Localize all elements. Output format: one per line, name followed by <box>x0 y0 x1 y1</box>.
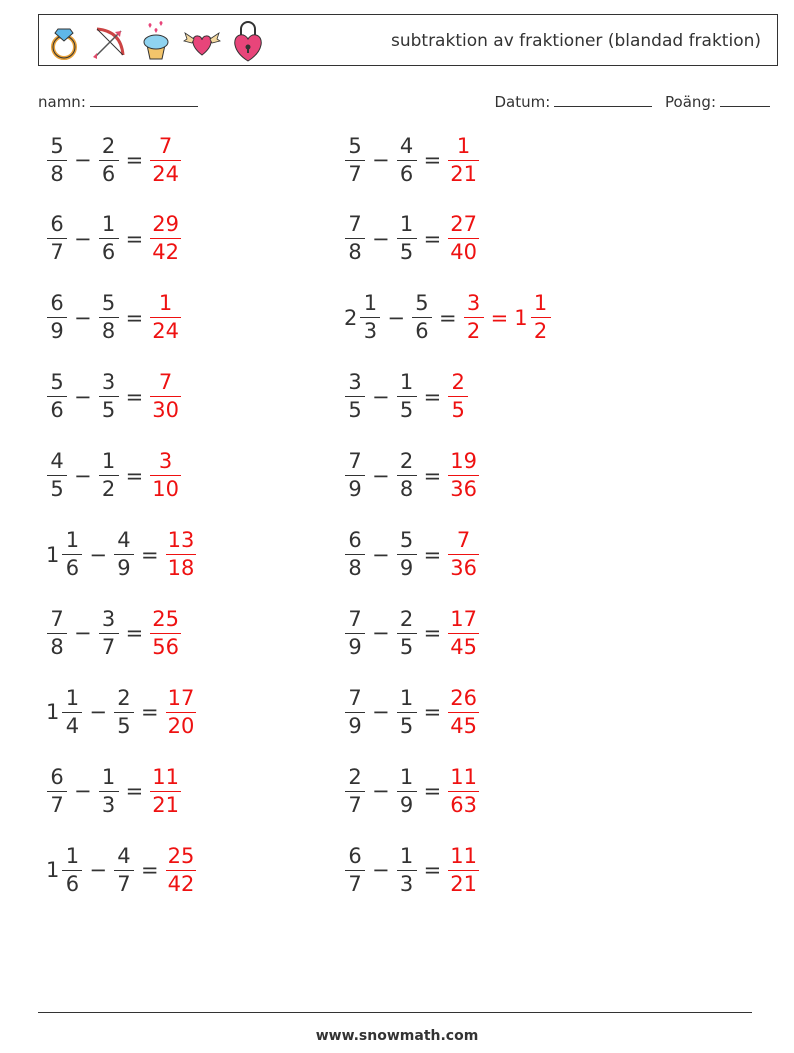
numerator: 29 <box>152 212 179 237</box>
answer <box>445 843 482 896</box>
minus-sign: − <box>74 384 92 409</box>
fraction-a <box>345 530 365 579</box>
minus-sign: − <box>74 226 92 251</box>
equals-sign: = <box>423 700 442 725</box>
equals-sign: = <box>125 148 144 172</box>
numerator: 4 <box>399 133 414 158</box>
denominator: 21 <box>152 792 179 817</box>
numerator: 1 <box>101 764 116 789</box>
answer-fraction <box>150 372 181 421</box>
equals-sign: = <box>140 858 159 883</box>
numerator: 7 <box>348 606 362 631</box>
name-label: namn: <box>38 93 86 111</box>
fraction-a <box>47 764 67 817</box>
minus-sign: − <box>74 621 92 646</box>
denominator: 9 <box>397 791 417 816</box>
date-label: Datum: <box>494 93 551 111</box>
fraction-b <box>397 214 417 263</box>
whole-number: 1 <box>46 858 60 883</box>
answer-fraction <box>150 451 181 500</box>
bow-arrow-icon <box>91 19 129 63</box>
fraction-b <box>99 606 119 659</box>
denominator: 7 <box>47 238 67 263</box>
numerator: 1 <box>399 212 414 237</box>
equals-sign: = <box>490 305 509 330</box>
numerator: 6 <box>50 291 64 316</box>
numerator: 5 <box>50 370 64 395</box>
name-field-line[interactable] <box>90 92 198 107</box>
denominator: 5 <box>345 396 365 421</box>
equals-sign: = <box>423 384 442 409</box>
equals-sign: = <box>423 858 442 883</box>
answer-fraction <box>150 764 181 817</box>
denominator: 8 <box>47 160 67 185</box>
problem-18 <box>342 761 482 821</box>
answer-fraction <box>150 133 181 186</box>
answer-fraction <box>448 451 479 500</box>
fraction-a <box>345 764 365 817</box>
answer-fraction <box>448 764 479 817</box>
denominator: 2 <box>464 317 484 342</box>
minus-sign: − <box>372 463 390 488</box>
fraction-a <box>345 843 365 896</box>
numerator: 17 <box>450 606 477 631</box>
equals-sign: = <box>125 305 144 330</box>
icon-strip <box>45 19 267 63</box>
denominator: 36 <box>450 477 477 502</box>
denominator: 8 <box>397 475 417 500</box>
footer-divider <box>38 1012 752 1013</box>
denominator: 6 <box>99 160 119 185</box>
numerator: 2 <box>348 764 362 789</box>
numerator: 11 <box>152 764 179 789</box>
fraction-b <box>397 685 417 738</box>
minus-sign: − <box>372 148 390 172</box>
numerator: 4 <box>117 528 131 552</box>
minus-sign: − <box>372 621 390 646</box>
score-field-line[interactable] <box>720 92 770 107</box>
cupcake-icon <box>137 19 175 63</box>
equals-sign: = <box>423 226 442 251</box>
problem-9 <box>44 446 184 506</box>
answer <box>461 293 554 342</box>
numerator: 3 <box>101 606 116 631</box>
answer <box>445 530 482 579</box>
problem-11 <box>44 525 199 585</box>
answer <box>445 451 482 500</box>
denominator: 5 <box>397 633 417 658</box>
minus-sign: − <box>74 463 92 488</box>
fraction-a <box>345 451 365 500</box>
numerator: 5 <box>399 528 414 552</box>
minus-sign: − <box>372 542 390 567</box>
date-score-row <box>494 92 770 111</box>
numerator: 1 <box>399 843 414 868</box>
equals-sign: = <box>140 542 159 567</box>
equals-sign: = <box>140 700 159 725</box>
denominator: 9 <box>345 475 365 500</box>
denominator: 3 <box>360 317 380 342</box>
denominator: 40 <box>450 240 477 265</box>
page-title: subtraktion av fraktioner (blandad fraktion) <box>390 31 761 51</box>
denominator: 9 <box>114 554 134 579</box>
numerator: 7 <box>348 685 362 710</box>
denominator: 8 <box>99 317 119 342</box>
score-label: Poäng: <box>665 93 716 111</box>
problem-16 <box>342 682 482 742</box>
fraction-a <box>47 133 67 186</box>
answer <box>163 843 200 896</box>
problem-1 <box>44 130 184 190</box>
denominator: 5 <box>47 475 67 500</box>
denominator: 9 <box>397 554 417 579</box>
numerator: 1 <box>101 212 116 237</box>
numerator: 11 <box>450 764 477 789</box>
whole-number: 2 <box>344 305 358 330</box>
numerator: 19 <box>450 449 477 474</box>
fraction-a <box>345 372 365 421</box>
answer <box>147 764 184 817</box>
denominator: 20 <box>167 713 195 738</box>
fraction-a <box>47 293 67 342</box>
numerator: 4 <box>117 843 131 868</box>
denominator: 4 <box>62 712 82 737</box>
numerator: 7 <box>348 212 362 237</box>
problem-7 <box>44 367 184 427</box>
fraction-b <box>99 133 119 186</box>
denominator: 6 <box>62 870 82 895</box>
answer <box>147 214 184 263</box>
denominator: 5 <box>114 712 134 737</box>
fraction-a <box>47 372 67 421</box>
minus-sign: − <box>372 858 390 883</box>
winged-heart-icon <box>183 19 221 63</box>
minus-sign: − <box>372 226 390 251</box>
fraction-a <box>47 606 67 659</box>
numerator: 1 <box>158 291 173 316</box>
minus-sign: − <box>372 700 390 725</box>
denominator: 5 <box>397 396 417 421</box>
problem-3 <box>44 209 184 269</box>
denominator: 6 <box>412 317 432 342</box>
numerator: 1 <box>399 764 414 789</box>
fraction-a <box>345 133 365 186</box>
equals-sign: = <box>423 463 442 488</box>
footer-url[interactable]: www.snowmath.com <box>315 1028 479 1044</box>
answer-fraction <box>150 606 181 659</box>
answer-fraction <box>448 606 479 659</box>
denominator: 42 <box>167 871 195 896</box>
numerator: 1 <box>65 528 80 552</box>
numerator: 26 <box>450 685 477 710</box>
numerator: 5 <box>348 133 362 158</box>
fraction-b <box>99 214 119 263</box>
denominator: 8 <box>345 238 365 263</box>
answer <box>445 764 482 817</box>
numerator: 1 <box>399 370 414 395</box>
answer <box>445 133 482 186</box>
minus-sign: − <box>372 779 390 804</box>
denominator: 5 <box>397 238 417 263</box>
denominator: 63 <box>450 792 477 817</box>
fraction-b <box>397 843 417 896</box>
problem-20 <box>342 840 482 900</box>
answer <box>445 372 471 421</box>
answer-fraction <box>448 685 479 738</box>
problem-2 <box>342 130 482 190</box>
answer <box>147 451 184 500</box>
denominator: 30 <box>152 398 179 423</box>
answer-whole-number: 1 <box>514 305 528 330</box>
fraction-b <box>114 685 134 738</box>
fraction-b <box>397 530 417 579</box>
denominator: 7 <box>345 791 365 816</box>
fraction-b <box>412 293 432 342</box>
denominator: 7 <box>345 160 365 185</box>
denominator: 42 <box>152 240 179 265</box>
denominator: 56 <box>152 634 179 659</box>
equals-sign: = <box>125 621 144 646</box>
ring-icon <box>45 19 83 63</box>
answer <box>163 685 200 738</box>
heart-lock-icon <box>229 19 267 63</box>
minus-sign: − <box>372 384 390 409</box>
denominator: 7 <box>114 870 134 895</box>
fraction-a <box>62 843 82 896</box>
date-field-line[interactable] <box>554 92 652 107</box>
fraction-a <box>345 685 365 738</box>
numerator: 4 <box>50 449 64 474</box>
denominator: 5 <box>448 396 468 421</box>
numerator: 27 <box>450 212 477 237</box>
denominator: 9 <box>47 317 67 342</box>
problem-8 <box>342 367 471 427</box>
fraction-b <box>99 293 119 342</box>
answer <box>445 214 482 263</box>
numerator: 2 <box>101 133 116 158</box>
fraction-b <box>397 606 417 659</box>
denominator: 24 <box>152 319 179 344</box>
problem-19 <box>44 840 199 900</box>
denominator: 18 <box>167 556 195 580</box>
denominator: 9 <box>345 712 365 737</box>
fraction-b <box>397 764 417 817</box>
fraction-b <box>397 451 417 500</box>
problem-14 <box>342 603 482 663</box>
numerator: 17 <box>167 685 195 710</box>
answer-mixed-fraction <box>531 293 551 342</box>
numerator: 5 <box>50 133 64 158</box>
equals-sign: = <box>125 779 144 804</box>
denominator: 10 <box>152 477 179 502</box>
equals-sign: = <box>125 384 144 409</box>
problem-13 <box>44 603 184 663</box>
numerator: 7 <box>348 449 362 474</box>
answer <box>147 372 184 421</box>
answer <box>445 606 482 659</box>
fraction-b <box>397 372 417 421</box>
numerator: 2 <box>399 606 414 631</box>
fraction-a <box>47 451 67 500</box>
minus-sign: − <box>74 779 92 804</box>
equals-sign: = <box>125 463 144 488</box>
denominator: 21 <box>450 161 477 186</box>
denominator: 6 <box>47 396 67 421</box>
denominator: 7 <box>345 870 365 895</box>
numerator: 6 <box>50 764 64 789</box>
denominator: 3 <box>99 791 119 816</box>
denominator: 2 <box>99 475 119 500</box>
numerator: 2 <box>451 370 465 395</box>
answer-fraction <box>448 530 479 579</box>
whole-number: 1 <box>46 542 60 567</box>
answer-fraction <box>448 372 468 421</box>
fraction-b <box>114 530 134 579</box>
numerator: 1 <box>363 291 378 316</box>
header-box <box>38 14 778 66</box>
fraction-a <box>62 530 82 579</box>
denominator: 7 <box>47 791 67 816</box>
numerator: 11 <box>450 843 477 868</box>
numerator: 3 <box>466 291 481 316</box>
numerator: 1 <box>533 291 548 316</box>
minus-sign: − <box>89 542 107 567</box>
numerator: 3 <box>101 370 116 395</box>
name-field-row <box>38 92 198 111</box>
fraction-a <box>345 606 365 659</box>
fraction-a <box>62 685 82 738</box>
answer-fraction <box>150 214 181 263</box>
fraction-a <box>47 214 67 263</box>
denominator: 24 <box>152 161 179 186</box>
problem-4 <box>342 209 482 269</box>
numerator: 6 <box>348 843 362 868</box>
fraction-b <box>99 451 119 500</box>
answer-fraction <box>448 133 479 186</box>
answer-fraction <box>150 293 181 342</box>
numerator: 6 <box>348 528 362 552</box>
equals-sign: = <box>125 226 144 251</box>
denominator: 6 <box>397 160 417 185</box>
equals-sign: = <box>423 779 442 804</box>
numerator: 7 <box>50 606 64 631</box>
minus-sign: − <box>74 305 92 330</box>
fraction-a <box>345 214 365 263</box>
denominator: 7 <box>99 633 119 658</box>
answer <box>445 685 482 738</box>
answer <box>147 606 184 659</box>
answer-fraction <box>448 214 479 263</box>
minus-sign: − <box>387 305 405 330</box>
numerator: 5 <box>101 291 116 316</box>
denominator: 36 <box>450 556 477 580</box>
numerator: 2 <box>117 685 131 710</box>
numerator: 3 <box>348 370 362 395</box>
denominator: 45 <box>450 713 477 738</box>
equals-sign: = <box>423 542 442 567</box>
problem-15 <box>44 682 199 742</box>
denominator: 6 <box>62 554 82 579</box>
denominator: 3 <box>397 870 417 895</box>
whole-number: 1 <box>46 700 60 725</box>
answer-fraction <box>166 685 197 738</box>
numerator: 25 <box>152 606 179 631</box>
numerator: 1 <box>456 133 471 158</box>
fraction-b <box>99 764 119 817</box>
answer-fraction <box>166 530 197 579</box>
problem-10 <box>342 446 482 506</box>
answer-fraction <box>448 843 479 896</box>
fraction-b <box>99 372 119 421</box>
problem-6 <box>342 288 554 348</box>
answer-fraction <box>166 843 197 896</box>
denominator: 6 <box>99 238 119 263</box>
equals-sign: = <box>423 621 442 646</box>
denominator: 8 <box>47 633 67 658</box>
fraction-a <box>360 293 380 342</box>
numerator: 7 <box>158 370 173 395</box>
numerator: 1 <box>399 685 414 710</box>
minus-sign: − <box>74 148 92 172</box>
numerator: 25 <box>167 843 195 868</box>
equals-sign: = <box>423 148 442 172</box>
minus-sign: − <box>89 858 107 883</box>
numerator: 1 <box>65 843 80 868</box>
numerator: 1 <box>101 449 116 474</box>
fraction-b <box>397 133 417 186</box>
numerator: 2 <box>399 449 414 474</box>
problem-17 <box>44 761 184 821</box>
numerator: 1 <box>65 685 80 710</box>
denominator: 5 <box>99 396 119 421</box>
problem-12 <box>342 525 482 585</box>
answer <box>147 293 184 342</box>
equals-sign: = <box>438 305 457 330</box>
denominator: 9 <box>345 633 365 658</box>
denominator: 5 <box>397 712 417 737</box>
numerator: 3 <box>158 449 173 474</box>
denominator: 2 <box>531 317 551 342</box>
numerator: 7 <box>158 133 173 158</box>
minus-sign: − <box>89 700 107 725</box>
denominator: 8 <box>345 554 365 579</box>
answer <box>163 530 200 579</box>
denominator: 21 <box>450 871 477 896</box>
denominator: 45 <box>450 634 477 659</box>
numerator: 6 <box>50 212 64 237</box>
fraction-b <box>114 843 134 896</box>
answer-fraction <box>464 293 484 342</box>
problem-5 <box>44 288 184 348</box>
answer <box>147 133 184 186</box>
numerator: 7 <box>456 528 471 552</box>
numerator: 13 <box>167 528 195 552</box>
numerator: 5 <box>415 291 429 316</box>
